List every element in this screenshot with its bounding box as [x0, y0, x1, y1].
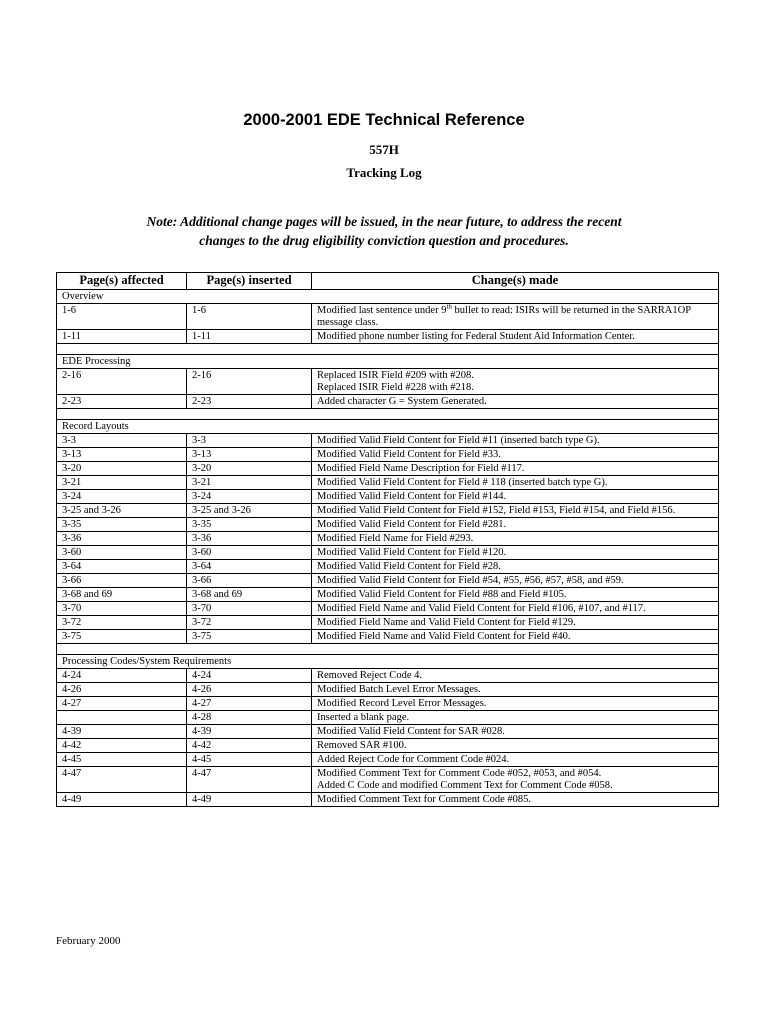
section-row [57, 655, 719, 669]
table-body [57, 290, 719, 807]
table-row [57, 630, 719, 644]
cell-pages-inserted: 4-24 [187, 669, 312, 683]
cell-pages-affected: 3-35 [57, 518, 187, 532]
table-row [57, 448, 719, 462]
cell-pages-inserted: 2-16 [187, 369, 312, 395]
cell-pages-inserted: 4-27 [187, 697, 312, 711]
change-line: Modified Field Name for Field #293. [317, 533, 474, 544]
table-row [57, 739, 719, 753]
cell-pages-inserted: 3-35 [187, 518, 312, 532]
change-line: Modified Comment Text for Comment Code #052, #053, and #054. [317, 768, 602, 779]
table-row [57, 490, 719, 504]
cell-pages-inserted: 3-70 [187, 602, 312, 616]
cell-pages-inserted: 3-20 [187, 462, 312, 476]
change-line: Replaced ISIR Field #228 with #218. [317, 382, 474, 393]
cell-changes-made [312, 793, 719, 807]
table-row [57, 669, 719, 683]
section-row [57, 355, 719, 369]
cell-pages-affected: 2-23 [57, 395, 187, 409]
spacer-row [57, 344, 719, 355]
change-line: Modified Field Name and Valid Field Content for Field #129. [317, 617, 576, 628]
change-line: Modified Field Name and Valid Field Content for Field #40. [317, 631, 571, 642]
change-line: Modified Batch Level Error Messages. [317, 684, 481, 695]
cell-pages-affected: 3-24 [57, 490, 187, 504]
cell-pages-affected: 3-13 [57, 448, 187, 462]
change-line: Replaced ISIR Field #209 with #208. [317, 370, 474, 381]
section-heading: Processing Codes/System Requirements [57, 655, 719, 669]
cell-changes-made [312, 532, 719, 546]
spacer-row [57, 644, 719, 655]
cell-changes-made [312, 546, 719, 560]
cell-pages-affected: 3-70 [57, 602, 187, 616]
cell-changes-made [312, 588, 719, 602]
change-line: Modified Valid Field Content for Field #88 and Field #105. [317, 589, 567, 600]
spacer-cell [57, 644, 719, 655]
header-pages-inserted: Page(s) inserted [187, 273, 312, 290]
cell-pages-inserted: 3-36 [187, 532, 312, 546]
change-line: Added Reject Code for Comment Code #024. [317, 754, 510, 765]
table-row [57, 532, 719, 546]
change-line: Modified Valid Field Content for Field #54, #55, #56, #57, #58, and #59. [317, 575, 624, 586]
table-row [57, 753, 719, 767]
cell-pages-affected: 4-42 [57, 739, 187, 753]
spacer-cell [57, 409, 719, 420]
change-line: Modified Field Name Description for Field #117. [317, 463, 525, 474]
note-block [84, 212, 684, 250]
cell-pages-affected: 3-21 [57, 476, 187, 490]
cell-pages-affected: 3-25 and 3-26 [57, 504, 187, 518]
table-row [57, 462, 719, 476]
change-line: Modified Record Level Error Messages. [317, 698, 487, 709]
cell-changes-made [312, 616, 719, 630]
cell-changes-made [312, 574, 719, 588]
cell-pages-inserted: 3-21 [187, 476, 312, 490]
cell-pages-affected: 3-3 [57, 434, 187, 448]
cell-pages-affected: 3-20 [57, 462, 187, 476]
table-row [57, 683, 719, 697]
cell-changes-made [312, 476, 719, 490]
cell-changes-made [312, 560, 719, 574]
change-line: Modified Valid Field Content for SAR #028. [317, 726, 505, 737]
change-line: Inserted a blank page. [317, 712, 410, 723]
cell-changes-made [312, 369, 719, 395]
table-row [57, 434, 719, 448]
cell-changes-made [312, 518, 719, 532]
cell-changes-made [312, 395, 719, 409]
cell-pages-affected: 4-27 [57, 697, 187, 711]
cell-changes-made [312, 630, 719, 644]
spacer-cell [57, 344, 719, 355]
cell-pages-affected: 2-16 [57, 369, 187, 395]
cell-pages-affected: 3-72 [57, 616, 187, 630]
footer-date: February 2000 [56, 935, 121, 947]
cell-pages-inserted: 4-28 [187, 711, 312, 725]
table-row [57, 711, 719, 725]
table-row [57, 767, 719, 793]
table-row [57, 602, 719, 616]
cell-pages-inserted: 4-42 [187, 739, 312, 753]
cell-pages-affected: 4-26 [57, 683, 187, 697]
change-line: Modified Valid Field Content for Field #120. [317, 547, 507, 558]
table-row [57, 616, 719, 630]
table-row [57, 518, 719, 532]
cell-pages-inserted: 3-3 [187, 434, 312, 448]
change-line: Added C Code and modified Comment Text for Comment Code #058. [317, 780, 613, 791]
cell-pages-affected: 4-47 [57, 767, 187, 793]
table-row [57, 588, 719, 602]
note-line: Note: Additional change pages will be issued, in the near future, to address the recent [146, 214, 622, 229]
cell-pages-affected: 3-68 and 69 [57, 588, 187, 602]
cell-pages-affected: 3-36 [57, 532, 187, 546]
cell-pages-inserted: 3-75 [187, 630, 312, 644]
cell-pages-inserted: 3-72 [187, 616, 312, 630]
change-line: Modified Valid Field Content for Field # 118 (inserted batch type G). [317, 477, 608, 488]
cell-pages-inserted: 3-68 and 69 [187, 588, 312, 602]
cell-pages-inserted: 2-23 [187, 395, 312, 409]
change-line: Modified Valid Field Content for Field #144. [317, 491, 507, 502]
cell-pages-inserted: 3-60 [187, 546, 312, 560]
cell-pages-affected: 3-75 [57, 630, 187, 644]
change-line: Removed Reject Code 4. [317, 670, 422, 681]
cell-pages-inserted: 4-39 [187, 725, 312, 739]
cell-pages-inserted: 4-26 [187, 683, 312, 697]
cell-pages-affected: 4-24 [57, 669, 187, 683]
cell-changes-made [312, 602, 719, 616]
cell-pages-inserted: 1-6 [187, 304, 312, 330]
cell-changes-made [312, 669, 719, 683]
header-changes-made: Change(s) made [312, 273, 719, 290]
cell-changes-made [312, 462, 719, 476]
spacer-row [57, 409, 719, 420]
table-row [57, 369, 719, 395]
section-row [57, 420, 719, 434]
table-row [57, 330, 719, 344]
table-row [57, 476, 719, 490]
cell-pages-affected: 4-49 [57, 793, 187, 807]
section-row [57, 290, 719, 304]
cell-pages-inserted: 1-11 [187, 330, 312, 344]
change-line: Modified Valid Field Content for Field #152, Field #153, Field #154, and Field #156. [317, 505, 676, 516]
cell-pages-inserted: 4-49 [187, 793, 312, 807]
change-line: Modified Valid Field Content for Field #33. [317, 449, 501, 460]
cell-pages-affected: 1-11 [57, 330, 187, 344]
table-row [57, 697, 719, 711]
change-line: Modified Comment Text for Comment Code #085. [317, 794, 532, 805]
change-line: Modified Field Name and Valid Field Content for Field #106, #107, and #117. [317, 603, 646, 614]
table-header-row [57, 273, 719, 290]
section-heading: Record Layouts [57, 420, 719, 434]
table-row [57, 546, 719, 560]
cell-changes-made [312, 304, 719, 330]
cell-pages-affected: 4-39 [57, 725, 187, 739]
cell-pages-affected: 3-60 [57, 546, 187, 560]
change-line: Modified Valid Field Content for Field #11 (inserted batch type G). [317, 435, 600, 446]
cell-pages-inserted: 4-47 [187, 767, 312, 793]
document-number: 557H [369, 142, 399, 157]
change-line: Modified last sentence under 9th bullet to read: ISIRs will be returned in the SARRA1OP message class. [317, 302, 691, 328]
section-heading: EDE Processing [57, 355, 719, 369]
cell-pages-inserted: 4-45 [187, 753, 312, 767]
cell-pages-affected: 4-45 [57, 753, 187, 767]
cell-changes-made [312, 490, 719, 504]
cell-changes-made [312, 330, 719, 344]
cell-changes-made [312, 739, 719, 753]
table-row [57, 395, 719, 409]
cell-changes-made [312, 434, 719, 448]
table-row [57, 504, 719, 518]
cell-pages-inserted: 3-64 [187, 560, 312, 574]
cell-changes-made [312, 448, 719, 462]
table-row [57, 560, 719, 574]
document-title: 2000-2001 EDE Technical Reference [243, 111, 525, 129]
change-line: Modified Valid Field Content for Field #28. [317, 561, 501, 572]
table-row [57, 793, 719, 807]
table-row [57, 304, 719, 330]
change-line: Added character G = System Generated. [317, 396, 487, 407]
cell-pages-inserted: 3-66 [187, 574, 312, 588]
document-subtitle: Tracking Log [346, 165, 422, 180]
change-line: Removed SAR #100. [317, 740, 407, 751]
table-row [57, 725, 719, 739]
cell-pages-inserted: 3-13 [187, 448, 312, 462]
change-line: Modified phone number listing for Federal Student Aid Information Center. [317, 331, 635, 342]
cell-changes-made [312, 683, 719, 697]
cell-changes-made [312, 753, 719, 767]
cell-pages-affected: 3-66 [57, 574, 187, 588]
cell-changes-made [312, 697, 719, 711]
change-line: Modified Valid Field Content for Field #281. [317, 519, 507, 530]
cell-changes-made [312, 725, 719, 739]
table-row [57, 574, 719, 588]
cell-changes-made [312, 504, 719, 518]
cell-pages-affected [57, 711, 187, 725]
cell-pages-inserted: 3-25 and 3-26 [187, 504, 312, 518]
cell-changes-made [312, 767, 719, 793]
cell-pages-inserted: 3-24 [187, 490, 312, 504]
section-heading: Overview [57, 290, 719, 304]
note-line: changes to the drug eligibility conviction question and procedures. [199, 233, 569, 248]
header-pages-affected: Page(s) affected [57, 273, 187, 290]
cell-pages-affected: 1-6 [57, 304, 187, 330]
cell-changes-made [312, 711, 719, 725]
cell-pages-affected: 3-64 [57, 560, 187, 574]
tracking-log-table [56, 272, 719, 807]
